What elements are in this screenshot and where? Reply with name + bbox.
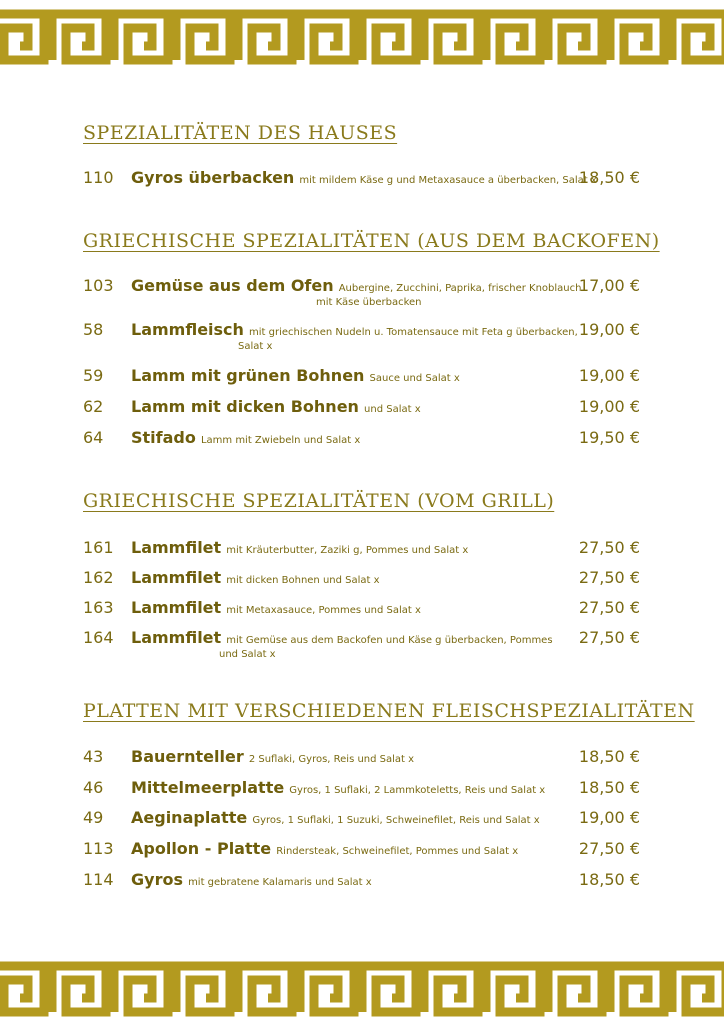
item-description: 2 Suflaki, Gyros, Reis und Salat x [248,754,415,765]
greek-key-motif [672,966,724,1012]
item-description: Gyros, 1 Suflaki, 2 Lammkoteletts, Reis und Salat x [289,785,546,796]
greek-key-motif [362,966,416,1012]
item-description: Lamm mit Zwiebeln und Salat x [200,435,361,446]
greek-key-motif [0,966,44,1012]
item-name: Aeginaplatte [131,808,248,827]
item-description: mit Kräuterbutter, Zaziki g, Pommes und Salat x [226,545,469,556]
item-number: 103 [83,276,114,295]
item-description: und Salat x [364,404,421,415]
greek-key-pattern-top [0,8,724,68]
item-name: Gyros überbacken [131,168,295,187]
item-price: 18,50 € [578,778,640,797]
item-price: 19,00 € [578,366,640,385]
item-number: 58 [83,320,104,339]
item-name: Lamm mit dicken Bohnen [131,397,359,416]
greek-key-motif [114,966,168,1012]
greek-key-motif [176,966,230,1012]
item-description: mit dicken Bohnen und Salat x [226,575,380,586]
item-name: Bauernteller [131,747,244,766]
item-price: 19,50 € [578,428,640,447]
greek-key-motif [610,14,664,60]
greek-key-motif [424,14,478,60]
greek-key-motif [114,14,168,60]
item-price: 19,00 € [578,808,640,827]
item-name: Lammfleisch [131,320,244,339]
item-name: Mittelmeerplatte [131,778,285,797]
item-number: 110 [83,168,114,187]
item-price: 27,50 € [578,538,640,557]
greek-key-border-top [0,8,724,68]
greek-key-border-bottom [0,960,724,1020]
item-price: 27,50 € [578,628,640,647]
greek-key-motif [362,14,416,60]
section-title: GRIECHISCHE SPEZIALITÄTEN (VOM GRILL) [83,490,555,512]
item-name: Apollon - Platte [131,839,272,858]
item-description: Rindersteak, Schweinefilet, Pommes und Salat x [276,846,519,857]
item-number: 164 [83,628,114,647]
item-number: 113 [83,839,114,858]
greek-key-motif [52,966,106,1012]
item-price: 17,00 € [578,276,640,295]
item-description-line2: Salat x [238,341,273,352]
greek-key-motif [424,966,478,1012]
item-price: 19,00 € [578,320,640,339]
item-description: mit gebratene Kalamaris und Salat x [188,877,372,888]
item-number: 46 [83,778,104,797]
greek-key-pattern-bottom [0,960,724,1020]
item-name: Gemüse aus dem Ofen [131,276,334,295]
item-name: Lammfilet [131,538,222,557]
item-description: mit Gemüse aus dem Backofen und Käse g überbacken, Pommes [226,635,553,646]
item-description: mit Metaxasauce, Pommes und Salat x [226,605,421,616]
item-price: 19,00 € [578,397,640,416]
item-number: 162 [83,568,114,587]
item-number: 49 [83,808,104,827]
greek-key-motif [238,966,292,1012]
item-description-line2: mit Käse überbacken [316,297,422,308]
item-name: Lammfilet [131,598,222,617]
greek-key-motif [610,966,664,1012]
item-price: 18,50 € [578,870,640,889]
item-price: 27,50 € [578,839,640,858]
greek-key-motif [548,14,602,60]
item-description: Aubergine, Zucchini, Paprika, frischer Knoblauch [338,283,582,294]
item-name: Gyros [131,870,183,889]
item-price: 18,50 € [578,168,640,187]
section-title: PLATTEN MIT VERSCHIEDENEN FLEISCHSPEZIALITÄTEN [83,700,695,722]
item-name: Lamm mit grünen Bohnen [131,366,365,385]
greek-key-motif [548,966,602,1012]
greek-key-motif [238,14,292,60]
item-number: 64 [83,428,104,447]
item-number: 161 [83,538,114,557]
section-title: SPEZIALITÄTEN DES HAUSES [83,122,398,144]
item-description: Gyros, 1 Suflaki, 1 Suzuki, Schweinefilet, Reis und Salat x [252,815,540,826]
item-number: 59 [83,366,104,385]
item-number: 163 [83,598,114,617]
item-description-line2: und Salat x [219,649,276,660]
item-number: 62 [83,397,104,416]
item-name: Lammfilet [131,628,222,647]
item-price: 18,50 € [578,747,640,766]
greek-key-motif [486,966,540,1012]
greek-key-motif [52,14,106,60]
item-price: 27,50 € [578,598,640,617]
item-name: Stifado [131,428,196,447]
item-description: Sauce und Salat x [369,373,460,384]
greek-key-motif [486,14,540,60]
greek-key-motif [0,14,44,60]
greek-key-motif [176,14,230,60]
item-description: mit griechischen Nudeln u. Tomatensauce mit Feta g überbacken, [249,327,578,338]
item-name: Lammfilet [131,568,222,587]
greek-key-motif [300,966,354,1012]
greek-key-motif [300,14,354,60]
item-price: 27,50 € [578,568,640,587]
item-number: 114 [83,870,114,889]
section-title: GRIECHISCHE SPEZIALITÄTEN (AUS DEM BACKOFEN) [83,230,660,252]
greek-key-motif [672,14,724,60]
item-number: 43 [83,747,104,766]
item-description: mit mildem Käse g und Metaxasauce a überbacken, Salat x [299,175,597,186]
